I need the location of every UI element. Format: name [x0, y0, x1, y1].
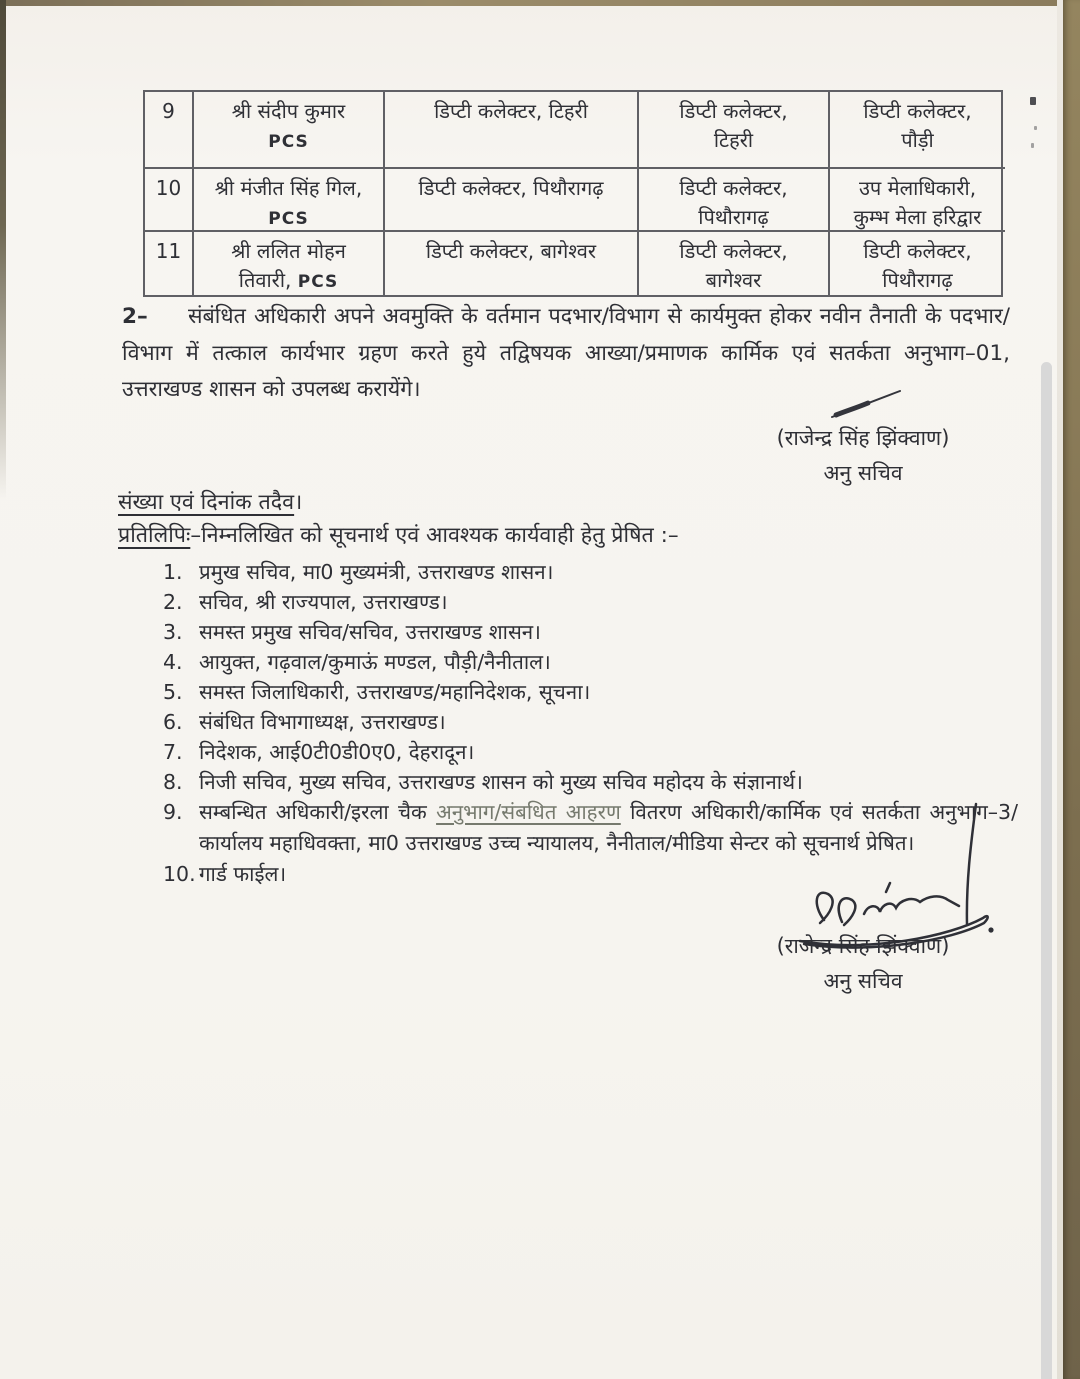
- previous-post-cell: डिप्टी कलेक्टर, टिहरी: [385, 92, 639, 169]
- officer-name-cell: श्री ललित मोहन तिवारी, PCS: [194, 232, 385, 295]
- new-post-cell: डिप्टी कलेक्टर, पौड़ी: [830, 92, 1005, 169]
- previous-post-cell: डिप्टी कलेक्टर, बागेश्वर: [385, 232, 639, 295]
- vertical-scrollbar-thumb[interactable]: [1041, 362, 1052, 1379]
- scan-speck: [1031, 143, 1034, 148]
- underlined-insertion-text: अनुभाग/संबधित आहरण: [436, 800, 621, 824]
- signatory-block-top: [758, 424, 968, 487]
- signatory-block-bottom: [755, 932, 971, 995]
- scan-edge-right: [1063, 0, 1080, 1379]
- new-post-cell: उप मेलाधिकारी, कुम्भ मेला हरिद्वार: [830, 169, 1005, 232]
- list-item: 1. प्रमुख सचिव, मा0 मुख्यमंत्री, उत्तराखण्ड शासन।: [163, 560, 554, 584]
- signatory-title: अनु सचिव: [823, 461, 903, 485]
- list-item: 9. सम्बन्धित अधिकारी/इरला चैक अनुभाग/संबधित आहरण वितरण अधिकारी/कार्मिक एवं सतर्कता अनुभाग–3/कार्यालय महाधिवक्ता, मा0 उत्तराखण्ड उच्च न्यायालय, नैनीताल/मीडिया सेन्टर को सूचनार्थ प्रेषित।: [163, 800, 1018, 855]
- officer-name-cell: श्री मंजीत सिंह गिल, PCS: [194, 169, 385, 232]
- current-post-cell: डिप्टी कलेक्टर, बागेश्वर: [639, 232, 830, 295]
- paragraph-number: 2–: [122, 304, 148, 329]
- scan-speck: [1034, 126, 1037, 130]
- list-item: 5. समस्त जिलाधिकारी, उत्तराखण्ड/महानिदेशक, सूचना।: [163, 680, 591, 704]
- current-post-cell: डिप्टी कलेक्टर, पिथौरागढ़: [639, 169, 830, 232]
- new-post-cell: डिप्टी कलेक्टर, पिथौरागढ़: [863, 239, 972, 292]
- scan-edge-left: [0, 0, 6, 500]
- list-item: 6. संबंधित विभागाध्यक्ष, उत्तराखण्ड।: [163, 710, 446, 734]
- current-post-cell: डिप्टी कलेक्टर, टिहरी: [639, 92, 830, 169]
- copy-distribution-heading: प्रतिलिपिः–निम्नलिखित को सूचनार्थ एवं आवश्यक कार्यवाही हेतु प्रेषित :–: [118, 523, 679, 548]
- scan-speck: [1030, 97, 1036, 105]
- officer-posting-table: [143, 90, 1003, 297]
- previous-post-cell: डिप्टी कलेक्टर, पिथौरागढ़: [385, 169, 639, 232]
- paragraph-text: संबंधित अधिकारी अपने अवमुक्ति के वर्तमान पदभार/विभाग से कार्यमुक्त होकर नवीन तैनाती के पदभार/विभाग में तत्काल कार्यभार ग्रहण करते हुये तद्विषयक आख्या/प्रमाणक कार्मिक एवं सतर्कता अनुभाग–01, उत्तराखण्ड शासन को उपलब्ध करायेंगे।: [122, 304, 1010, 402]
- list-item: 4. आयुक्त, गढ़वाल/कुमाऊं मण्डल, पौड़ी/नैनीताल।: [163, 650, 551, 674]
- signatory-title: अनु सचिव: [823, 969, 903, 993]
- list-item: 2. सचिव, श्री राज्यपाल, उत्तराखण्ड।: [163, 590, 448, 614]
- scan-edge-top: [0, 0, 1080, 6]
- handwritten-signature-stroke: [826, 388, 908, 422]
- serial-cell: 9: [145, 92, 194, 169]
- serial-cell: 11: [145, 232, 194, 295]
- list-item: 10. गार्ड फाईल।: [163, 862, 287, 886]
- reference-number-line: संख्या एवं दिनांक तदैव।: [118, 490, 303, 515]
- list-item: 3. समस्त प्रमुख सचिव/सचिव, उत्तराखण्ड शासन।: [163, 620, 541, 644]
- list-item: 8. निजी सचिव, मुख्य सचिव, उत्तराखण्ड शासन को मुख्य सचिव महोदय के संज्ञानार्थ।: [163, 770, 803, 794]
- list-item: 7. निदेशक, आई0टी0डी0ए0, देहरादून।: [163, 740, 475, 764]
- serial-cell: 10: [145, 169, 194, 232]
- officer-name-cell: श्री संदीप कुमार PCS: [194, 92, 385, 169]
- signatory-name: (राजेन्द्र सिंह झिंक्वाण): [776, 426, 950, 450]
- signatory-name: (राजेन्द्र सिंह झिंक्वाण): [776, 934, 950, 958]
